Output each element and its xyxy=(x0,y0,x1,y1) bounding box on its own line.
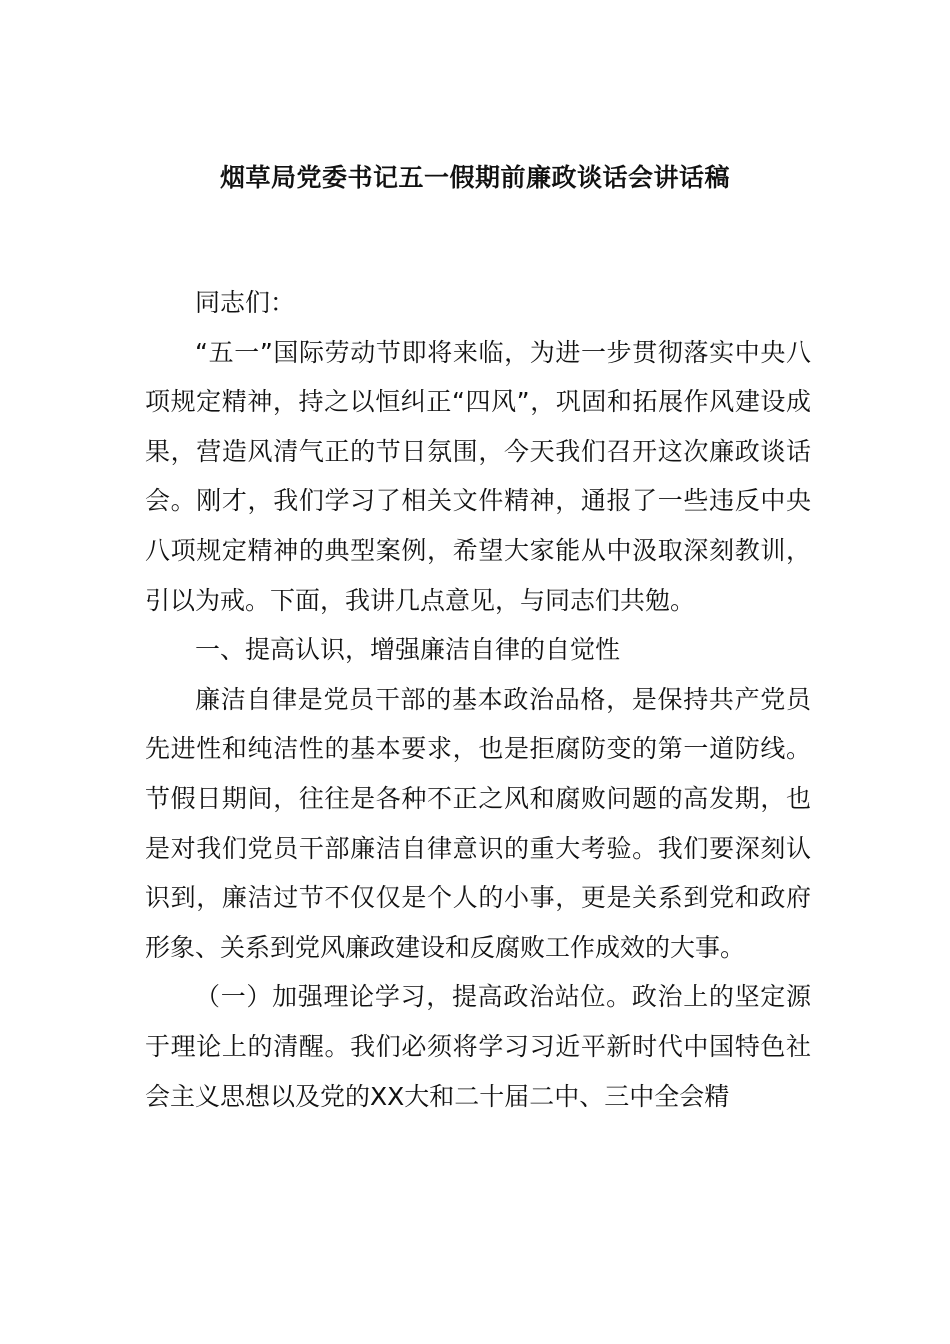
section-heading: 一、提高认识，增强廉洁自律的自觉性 xyxy=(195,635,621,665)
salutation-paragraph: 同志们： xyxy=(195,288,296,317)
document-body xyxy=(145,278,811,1121)
subsection-paragraph: （一）加强理论学习，提高政治站位。政治上的坚定源于理论上的清醒。我们必须将学习习近平新时代中国特色社会主义思想以及党的XX大和二十届二中、三中全会精 xyxy=(145,982,811,1111)
intro-paragraph: “五一”国际劳动节即将来临，为进一步贯彻落实中央八项规定精神，持之以恒纠正“四风”，巩固和拓展作风建设成果，营造风清气正的节日氛围，今天我们召开这次廉政谈话会。刚才，我们学习了相关文件精神，通报了一些违反中央八项规定精神的典型案例，希望大家能从中汲取深刻教训，引以为戒。下面，我讲几点意见，与同志们共勉。 xyxy=(145,337,811,615)
document-title: 烟草局党委书记五一假期前廉政谈话会讲话稿 xyxy=(219,163,730,192)
body-paragraph: 廉洁自律是党员干部的基本政治品格，是保持共产党员先进性和纯洁性的基本要求，也是拒腐防变的第一道防线。节假日期间，往往是各种不正之风和腐败问题的高发期，也是对我们党员干部廉洁自律意识的重大考验。我们要深刻认识到，廉洁过节不仅仅是个人的小事，更是关系到党和政府形象、关系到党风廉政建设和反腐败工作成效的大事。 xyxy=(145,684,811,962)
